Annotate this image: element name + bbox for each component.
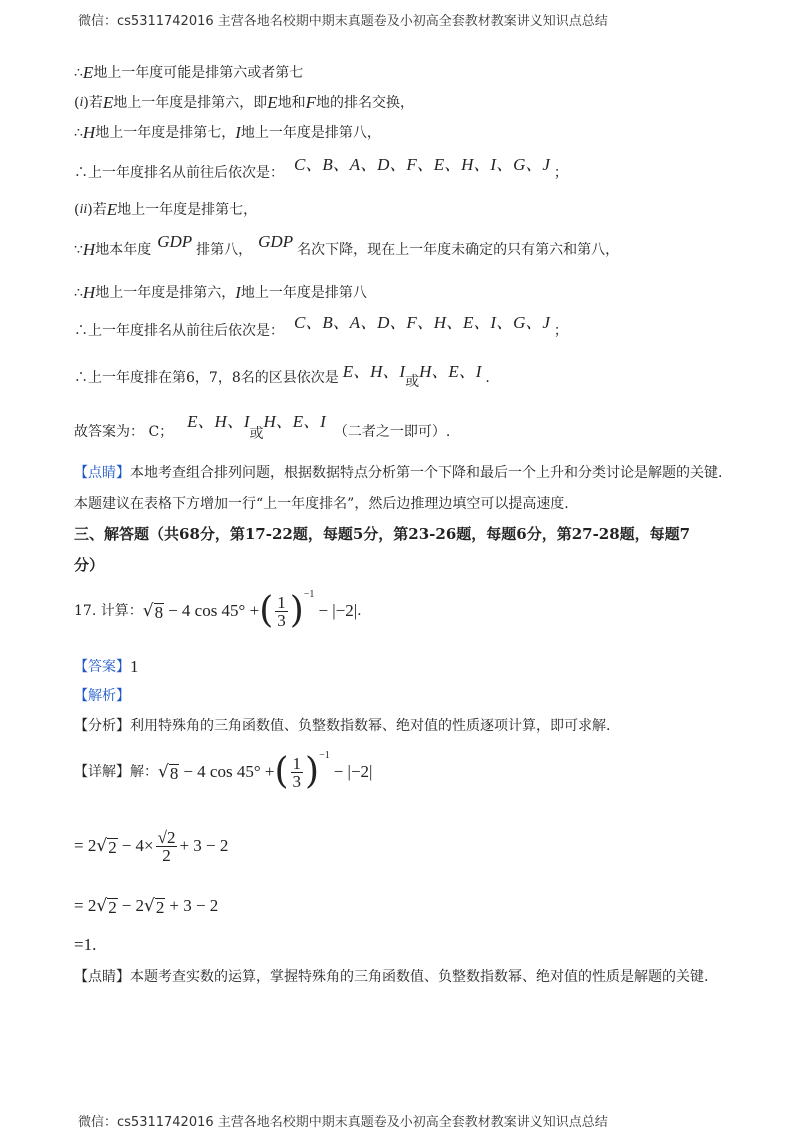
section-heading: 三、解答题（共68分，第17-22题，每题5分，第23-26题，每题6分，第27-28题，每题7 bbox=[74, 525, 691, 543]
line-11: 【点睛】 本地考查组合排列问题，根据数据特点分析第一个下降和最后一个上升和分类讨论是解题的关键. bbox=[74, 465, 723, 481]
dianjing-tag: 【点睛】 bbox=[74, 969, 130, 985]
analysis-line: 【分析】 利用特殊角的三角函数值、负整数指数幂、绝对值的性质逐项计算，即可求解. bbox=[74, 718, 611, 734]
text: 地上一年度可能是排第六或者第七 bbox=[93, 65, 304, 81]
step-1: = 2 √ 2 − 4× $\frac{√2}{2}$ + 3 − 2 bbox=[74, 827, 229, 865]
answer-value: 1 bbox=[130, 657, 139, 676]
answer-tag: 【答案】 bbox=[74, 659, 130, 675]
line-8: ∴上一年度排名从前往后依次是： C、B、A、D、F、H、E、I、G、J ； bbox=[74, 313, 568, 339]
sqrt-8: √ 8 bbox=[142, 601, 164, 622]
ranking-sequence: C、B、A、D、F、E、H、I、G、J bbox=[294, 155, 550, 174]
dianjing-tag: 【点睛】 bbox=[74, 465, 130, 481]
page-header: 微信：cs5311742016 主营各地名校期中期末真题卷及小初高全套教材教案讲义知识点总结 bbox=[78, 14, 608, 29]
step-2: = 2 √ 2 − 2 √ 2 + 3 − 2 bbox=[74, 896, 219, 917]
line-1 bbox=[74, 63, 303, 83]
line-5: ( ii )若 E 地上一年度是排第七， bbox=[74, 200, 258, 219]
line-12: 本题建议在表格下方增加一行“上一年度排名”，然后边推理边填空可以提高速度. bbox=[74, 496, 569, 512]
final-note: 【点睛】 本题考查实数的运算，掌握特殊角的三角函数值、负整数指数幂、绝对值的性质是解题的关键. bbox=[74, 969, 709, 985]
line-6: ∵ H 地本年度 GDP 排第八， GDP 名次下降，现在上一年度未确定的只有第六和第八， bbox=[74, 232, 620, 259]
section-heading-cont: 分） bbox=[74, 556, 105, 574]
math-var: E bbox=[82, 63, 94, 82]
answer-line bbox=[74, 657, 139, 677]
jiexi-tag: 【解析】 bbox=[74, 688, 130, 704]
question-17: 17. 计算： √ 8 − 4 cos 45° + ( $\frac{1}{3}$ ) −1 − |−2| . bbox=[74, 589, 362, 631]
ranking-sequence: C、B、A、D、F、H、E、I、G、J bbox=[294, 313, 550, 332]
line-10: 故答案为： C； E、H、I 或 H、E、I （二者之一即可）. bbox=[74, 412, 451, 442]
therefore-symbol: ∴ bbox=[74, 65, 83, 81]
detail-tag: 【详解】 bbox=[74, 764, 130, 780]
line-3: ∴ H 地上一年度是排第七， I 地上一年度是排第八， bbox=[74, 123, 381, 142]
page-footer: 微信：cs5311742016 主营各地名校期中期末真题卷及小初高全套教材教案讲义知识点总结 bbox=[78, 1115, 608, 1130]
line-9: ∴上一年度排在第6，7，8名的区县依次是 E、H、I 或 H、E、I . bbox=[74, 362, 490, 390]
jiexi-line bbox=[74, 686, 130, 706]
step-3: =1. bbox=[74, 935, 97, 954]
analysis-tag: 【分析】 bbox=[74, 718, 130, 734]
line-4: ∴上一年度排名从前往后依次是： C、B、A、D、F、E、H、I、G、J ； bbox=[74, 155, 568, 181]
fraction-1-3: $\frac{1}{3}$ bbox=[277, 592, 286, 630]
line-2: ( i )若 E 地上一年度是排第六，即 E 地和 F 地的排名交换， bbox=[74, 93, 414, 112]
fraction-sqrt2-2: $\frac{√2}{2}$ bbox=[157, 827, 176, 865]
detail-line: 【详解】 解： √ 8 − 4 cos 45° + ( $\frac{1}{3}$ ) −1 − |−2| bbox=[74, 750, 373, 792]
line-7: ∴ H 地上一年度是排第六， I 地上一年度是排第八 bbox=[74, 283, 367, 302]
